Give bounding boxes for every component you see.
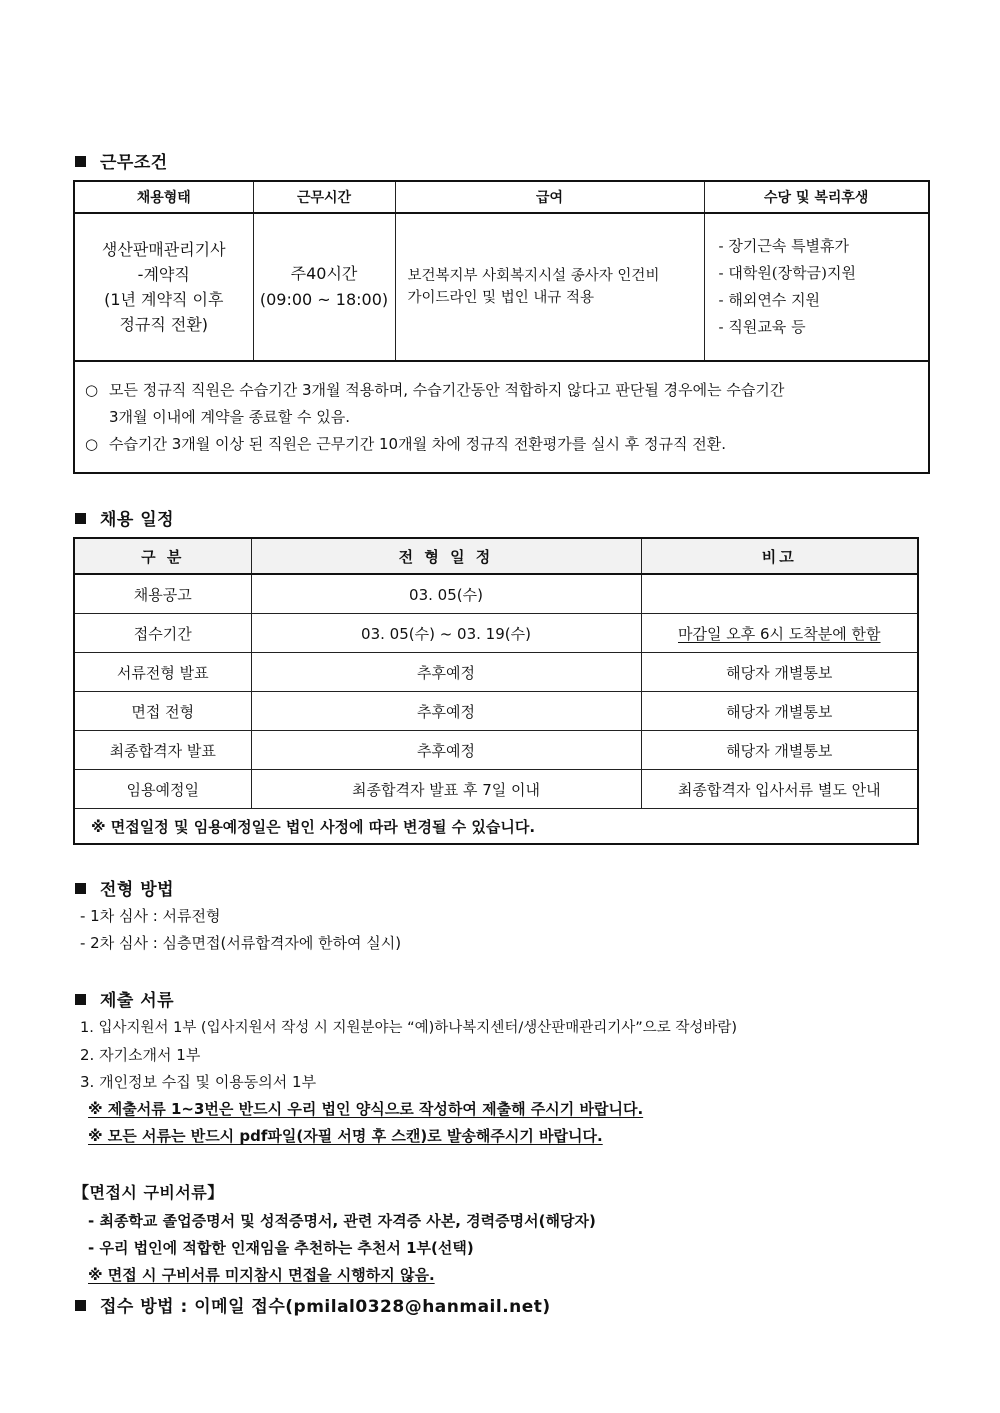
note-item: ○ 모든 정규직 직원은 수습기간 3개월 적용하며, 수습기간동안 적합하지 않다고 판단될 경우에는 수습기간 3개월 이내에 계약을 종료할 수 있음. [85, 377, 918, 431]
documents-notice: ※ 제출서류 1~3번은 반드시 우리 법인 양식으로 작성하여 제출해 주시기 바랍니다. [88, 1100, 644, 1118]
schedule-header-stage: 구 분 [74, 538, 251, 574]
work-hours-cell: 주40시간 (09:00 ~ 18:00) [253, 213, 395, 361]
square-bullet-icon [75, 156, 86, 167]
note-item: ○ 수습기간 3개월 이상 된 직원은 근무기간 10개월 차에 정규직 전환평가를 실시 후 정규직 전환. [85, 431, 918, 458]
section-heading-receipt: 접수 방법 : 이메일 접수(pmilal0328@hanmail.net) [75, 1292, 551, 1317]
schedule-table [73, 537, 919, 845]
square-bullet-icon [75, 1300, 86, 1311]
conditions-notes [74, 361, 929, 473]
conditions-header-benefits: 수당 및 복리후생 [704, 181, 929, 213]
table-row: 최종합격자 발표 추후예정 해당자 개별통보 [74, 731, 918, 770]
circle-bullet-icon: ○ [85, 380, 99, 399]
document-item: 2. 자기소개서 1부 [80, 1046, 201, 1064]
deadline-remark: 마감일 오후 6시 도착분에 한함 [678, 624, 881, 643]
method-item: - 2차 심사 : 심층면접(서류합격자에 한하여 실시) [80, 934, 402, 952]
schedule-header-date: 전 형 일 정 [251, 538, 641, 574]
benefits-cell: - 장기근속 특별휴가 - 대학원(장학금)지원 - 해외연수 지원 - 직원교육 등 [704, 213, 929, 361]
section-heading-method: 전형 방법 [75, 875, 174, 900]
conditions-header-type: 채용형태 [74, 181, 253, 213]
interview-item: - 우리 법인에 적합한 인재임을 추천하는 추천서 1부(선택) [88, 1239, 474, 1257]
conditions-header-hours: 근무시간 [253, 181, 395, 213]
table-row: 접수기간 03. 05(수) ~ 03. 19(수) 마감일 오후 6시 도착분에 한함 [74, 614, 918, 653]
salary-cell: 보건복지부 사회복지시설 종사자 인건비 가이드라인 및 법인 내규 적용 [395, 213, 704, 361]
document-item: 3. 개인정보 수집 및 이용동의서 1부 [80, 1073, 317, 1091]
table-row: 채용공고 03. 05(수) [74, 574, 918, 614]
section-heading-conditions: 근무조건 [75, 148, 168, 173]
conditions-header-salary: 급여 [395, 181, 704, 213]
table-row: 서류전형 발표 추후예정 해당자 개별통보 [74, 653, 918, 692]
schedule-header-remark: 비고 [641, 538, 918, 574]
method-item: - 1차 심사 : 서류전형 [80, 907, 221, 925]
document-item: 1. 입사지원서 1부 (입사지원서 작성 시 지원분야는 “예)하나복지센터/생산판매관리기사”으로 작성바람) [80, 1020, 738, 1036]
documents-notice: ※ 모든 서류는 반드시 pdf파일(자필 서명 후 스캔)로 발송해주시기 바랍니다. [88, 1127, 603, 1145]
table-row: 임용예정일 최종합격자 발표 후 7일 이내 최종합격자 입사서류 별도 안내 [74, 770, 918, 809]
circle-bullet-icon: ○ [85, 434, 99, 453]
section-heading-documents: 제출 서류 [75, 986, 174, 1011]
schedule-footnote: ※ 면접일정 및 임용예정일은 법인 사정에 따라 변경될 수 있습니다. [74, 809, 918, 845]
interview-item: - 최종학교 졸업증명서 및 성적증명서, 관련 자격증 사본, 경력증명서(해당자) [88, 1212, 596, 1230]
section-heading-schedule: 채용 일정 [75, 505, 174, 530]
square-bullet-icon [75, 994, 86, 1005]
interview-notice: ※ 면접 시 구비서류 미지참시 면접을 시행하지 않음. [88, 1266, 435, 1284]
square-bullet-icon [75, 513, 86, 524]
conditions-table [73, 180, 930, 474]
square-bullet-icon [75, 883, 86, 894]
employment-type-cell: 생산판매관리기사 -계약직 (1년 계약직 이후 정규직 전환) [74, 213, 253, 361]
table-row: 면접 전형 추후예정 해당자 개별통보 [74, 692, 918, 731]
section-heading-interview: 【면접시 구비서류】 [73, 1183, 224, 1202]
